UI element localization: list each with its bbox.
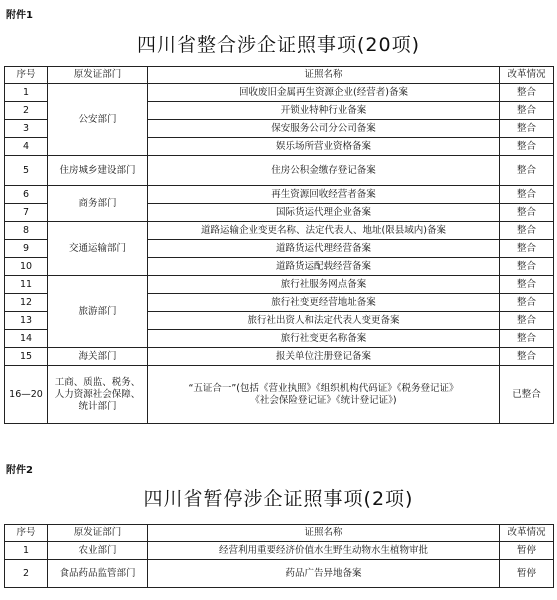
attachment-2-title: 四川省暂停涉企证照事项(2项): [143, 488, 414, 510]
row-no: 13: [5, 312, 48, 330]
row-no: 1: [5, 84, 48, 102]
table-row: [5, 186, 554, 204]
attachment-1-title: 四川省整合涉企证照事项(20项): [136, 34, 420, 56]
row-status: 整合: [500, 186, 554, 204]
row-dept: 食品药品监管部门: [48, 560, 148, 588]
row-no: 10: [5, 258, 48, 276]
row-no: 7: [5, 204, 48, 222]
header-no: 序号: [5, 525, 48, 542]
row-status: 整合: [500, 348, 554, 366]
row-name: 报关单位注册登记备案: [148, 348, 500, 366]
row-name: [148, 366, 500, 424]
attachment-2-label: 附件2: [6, 465, 33, 476]
row-status: 整合: [500, 102, 554, 120]
row-name: 旅行社变更名称备案: [148, 330, 500, 348]
header-status: 改革情况: [500, 67, 554, 84]
row-status: 整合: [500, 222, 554, 240]
dept-tourism: 旅游部门: [48, 276, 148, 348]
row-no: 8: [5, 222, 48, 240]
header-status: 改革情况: [500, 525, 554, 542]
row-name: 经营利用重要经济价值水生野生动物水生植物审批: [148, 542, 500, 560]
row-status: 整合: [500, 312, 554, 330]
header-dept: 原发证部门: [48, 525, 148, 542]
row-no: 1: [5, 542, 48, 560]
row-status: 整合: [500, 138, 554, 156]
row-status: 整合: [500, 294, 554, 312]
row-no: 3: [5, 120, 48, 138]
consolidated-permits-table: [4, 66, 554, 424]
row-no: 6: [5, 186, 48, 204]
row-no: 5: [5, 156, 48, 186]
row-no: 2: [5, 102, 48, 120]
table-row: [5, 156, 554, 186]
table-header-row: [5, 525, 554, 542]
row-status: 整合: [500, 240, 554, 258]
suspended-permits-table: [4, 524, 554, 588]
row-status: 整合: [500, 276, 554, 294]
row-name: 旅行社出资人和法定代表人变更备案: [148, 312, 500, 330]
row-status: 整合: [500, 330, 554, 348]
row-no: 11: [5, 276, 48, 294]
row-no: 14: [5, 330, 48, 348]
row-name: 道路货运配载经营备案: [148, 258, 500, 276]
row-no: 9: [5, 240, 48, 258]
dept-transport: 交通运输部门: [48, 222, 148, 276]
row-name: 回收废旧金属再生资源企业(经营者)备案: [148, 84, 500, 102]
row-name: 再生资源回收经营者备案: [148, 186, 500, 204]
row-dept: 农业部门: [48, 542, 148, 560]
table-row: [5, 366, 554, 424]
header-name: 证照名称: [148, 525, 500, 542]
row-status: 已整合: [500, 366, 554, 424]
row-no: 16—20: [5, 366, 48, 424]
row-name: 道路货运代理经营备案: [148, 240, 500, 258]
row-no: 4: [5, 138, 48, 156]
row-status: 暂停: [500, 560, 554, 588]
table-header-row: [5, 67, 554, 84]
row-name: 保安服务公司分公司备案: [148, 120, 500, 138]
row-name-line-2: 《社会保险登记证》《统计登记证》): [250, 394, 397, 406]
row-status: 整合: [500, 258, 554, 276]
table-row: [5, 542, 554, 560]
row-name: 旅行社变更经营地址备案: [148, 294, 500, 312]
row-status: 整合: [500, 156, 554, 186]
header-no: 序号: [5, 67, 48, 84]
dept-housing: 住房城乡建设部门: [48, 156, 148, 186]
row-name: 旅行社服务网点备案: [148, 276, 500, 294]
row-no: 15: [5, 348, 48, 366]
row-no: 2: [5, 560, 48, 588]
table-row: [5, 348, 554, 366]
row-name: 道路运输企业变更名称、法定代表人、地址(限县域内)备案: [148, 222, 500, 240]
row-no: 12: [5, 294, 48, 312]
row-name: 药品广告异地备案: [148, 560, 500, 588]
row-status: 整合: [500, 84, 554, 102]
dept-police: 公安部门: [48, 84, 148, 156]
header-name: 证照名称: [148, 67, 500, 84]
row-status: 整合: [500, 120, 554, 138]
dept-commerce: 商务部门: [48, 186, 148, 222]
attachment-1-label: 附件1: [6, 10, 33, 21]
table-row: [5, 84, 554, 102]
header-dept: 原发证部门: [48, 67, 148, 84]
row-name: 开锁业特种行业备案: [148, 102, 500, 120]
row-name: 国际货运代理企业备案: [148, 204, 500, 222]
table-row: [5, 222, 554, 240]
dept-multi: 工商、质监、税务、人力资源社会保障、统计部门: [48, 366, 148, 424]
row-status: 暂停: [500, 542, 554, 560]
table-row: [5, 276, 554, 294]
row-name-line-1: “五证合一”(包括《营业执照》《组织机构代码证》《税务登记证》: [188, 382, 459, 394]
row-name: 娱乐场所营业资格备案: [148, 138, 500, 156]
row-name: 住房公积金缴存登记备案: [148, 156, 500, 186]
row-status: 整合: [500, 204, 554, 222]
dept-customs: 海关部门: [48, 348, 148, 366]
table-row: [5, 560, 554, 588]
